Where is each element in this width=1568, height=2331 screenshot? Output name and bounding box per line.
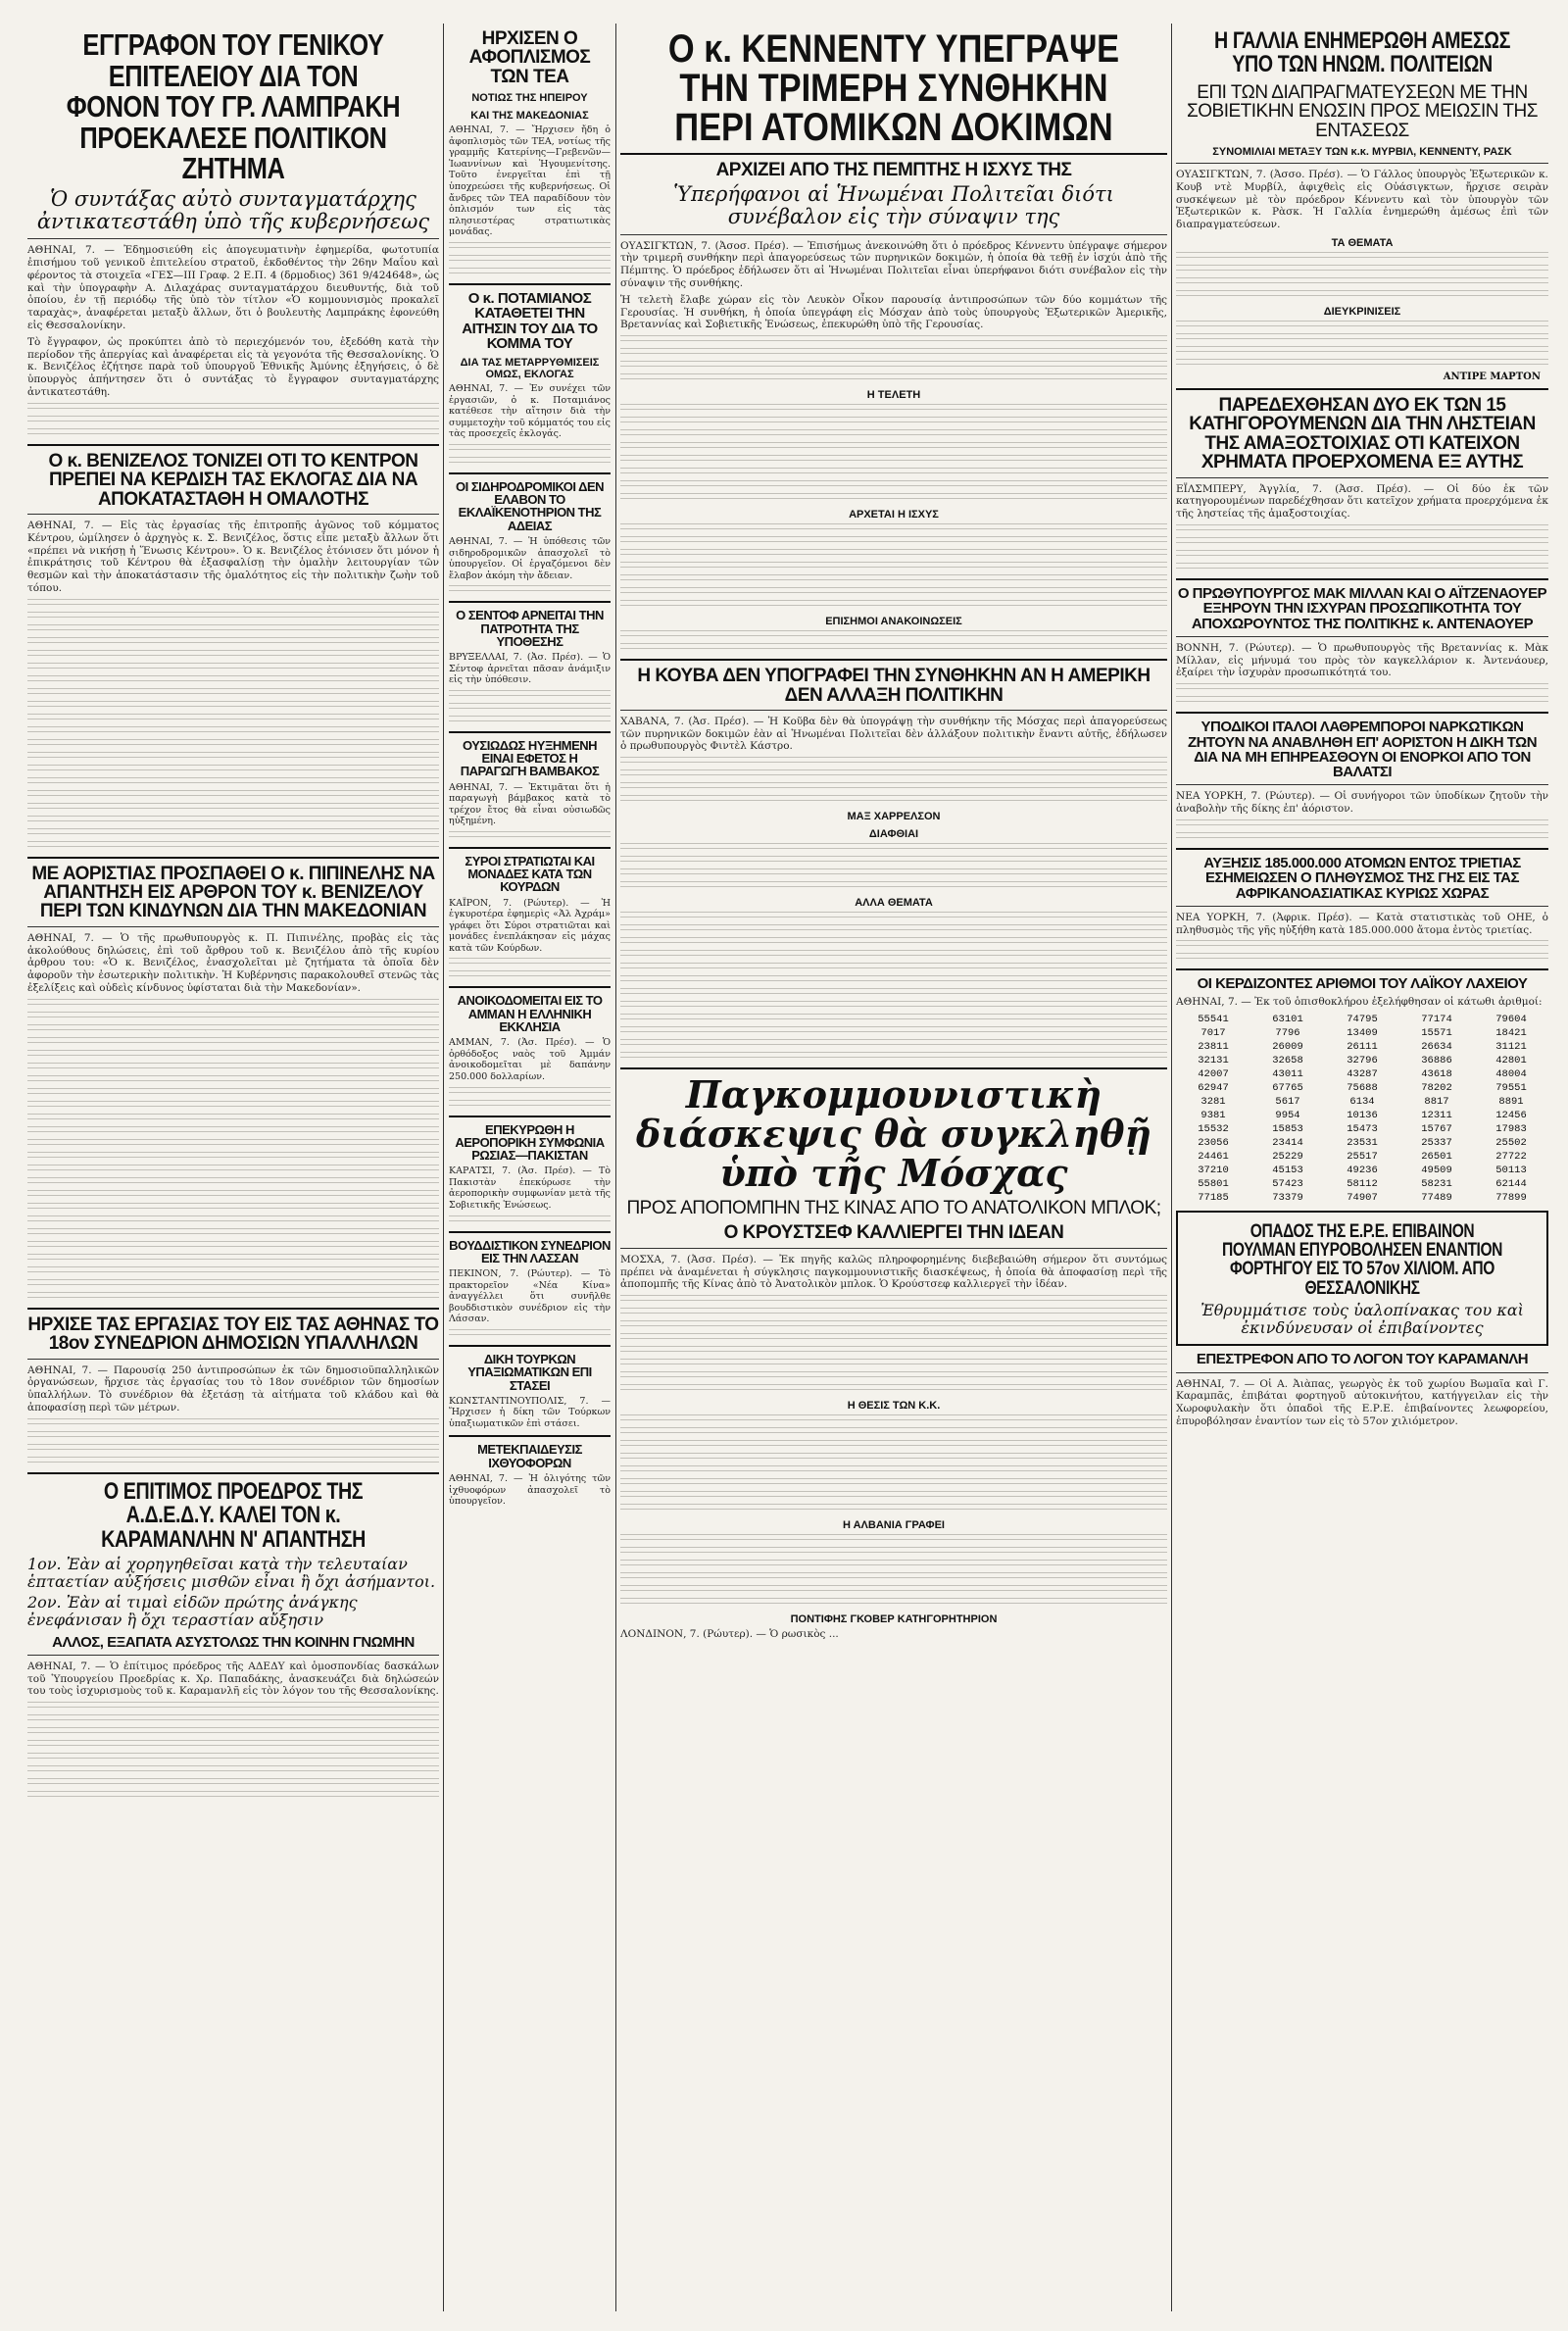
lottery-number: 32796 (1347, 1054, 1378, 1066)
article-headline: ΠΑΡΕΔΕΧΘΗΣΑΝ ΔΥΟ ΕΚ ΤΩΝ 15 ΚΑΤΗΓΟΡΟΥΜΕΝΩΝ ΔΙΑ ΤΗΝ ΛΗΣΤΕΙΑΝ ΤΗΣ ΑΜΑΞΟΣΤΟΙΧΙΑΣ ΟΤΙ ΚΑΤΕΙΧΟΝ ΧΡΗΜΑΤΑ ΠΡΟΕΡΧΟΜΕΝΑ ΕΞ ΑΥΤΗΣ (1189, 395, 1536, 473)
lottery-number: 15853 (1272, 1122, 1303, 1135)
lottery-number: 62947 (1198, 1081, 1229, 1094)
table-row (1176, 1136, 1548, 1150)
table-row (1176, 1054, 1548, 1067)
article-subheadline: Ὁ συντάξας αὐτὸ συνταγματάρχης ἀντικατεστάθη ὑπὸ τῆς κυβερνήσεως (36, 187, 430, 234)
article-headline: ΥΠΟΔΙΚΟΙ ΙΤΑΛΟΙ ΛΑΘΡΕΜΠΟΡΟΙ ΝΑΡΚΩΤΙΚΩΝ ΖΗΤΟΥΝ ΝΑ ΑΝΑΒΛΗΘΗ ΕΠ' ΑΟΡΙΣΤΟΝ Η ΔΙΚΗ ΤΩΝ ΔΙΑ ΝΑ ΜΗ ΕΠΗΡΕΑΣΘΟΥΝ ΟΙ ΕΝΟΡΚΟΙ ΑΠΟ ΤΟΝ ΒΑΛΑΤΣΙ (1187, 719, 1538, 781)
article-body: ΑΘΗΝΑΙ, 7. — Παρουσίᾳ 250 ἀντιπροσώπων ἐκ τῶν δημοσιοϋπαλληλικῶν ὀργανώσεων, ἤρχισε τὰς ἐργασίας του τὸ 18ον συνέδριον τῶν δημοσίων ὑπαλλήλων. Τὸ συνέδριον θὰ ἐξετάσῃ τὰ αἰτήματα τοῦ κλάδου καὶ θὰ ἀποφασίσῃ περὶ τῶν μέτρων. (27, 1364, 439, 1413)
lottery-number: 15532 (1198, 1122, 1229, 1135)
article-body: ΕΪΛΣΜΠΕΡΥ, Ἀγγλία, 7. (Ἀσσ. Πρέσ). — Οἱ δύο ἐκ τῶν κατηγορουμένων παρεδέχθησαν ὅτι κατεῖχον χρήματα προερχόμενα ἐκ τῆς ληστείας τῆς ἀμαξοστοιχίας. (1176, 482, 1548, 521)
article-body: ΑΘΗΝΑΙ, 7. — Ὁ ἐπίτιμος πρόεδρος τῆς ΑΔΕΔΥ καὶ ὁμοσπονδίας δασκάλων τοῦ Ὑπουργείου Προεδρίας κ. Χρ. Παπαδάκης, ἀνασκευάζει διὰ δηλώσεών του τοὺς ἰσχυρισμοὺς τοῦ κ. Καραμανλῆ εἰς τὸν λόγον του τῆς Θεσσαλονίκης. (27, 1660, 439, 1698)
lottery-number: 26111 (1347, 1040, 1378, 1053)
table-row (1176, 1067, 1548, 1081)
article-subheadline: ΑΡΧΙΖΕΙ ΑΠΟ ΤΗΣ ΠΕΜΠΤΗΣ Η ΙΣΧΥΣ ΤΗΣ (715, 160, 1072, 180)
article-subheadline: Ἐθρυμμάτισε τοὺς ὑαλοπίνακας του καὶ ἐκινδύνευσαν οἱ ἐπιβαίνοντες (1200, 1301, 1524, 1337)
article-headline: ΟΠΑΔΟΣ ΤΗΣ Ε.Ρ.Ε. ΕΠΙΒΑΙΝΟΝ ΠΟΥΛΜΑΝ ΕΠΥΡΟΒΟΛΗΣΕΝ ΕΝΑΝΤΙΟΝ ΦΟΡΤΗΓΟΥ ΕΙΣ ΤΟ 57ον ΧΙΛΙΟΜ. ΑΠΟ ΘΕΣΣΑΛΟΝΙΚΗΣ (1221, 1220, 1503, 1299)
article-headline: ΜΕ ΑΟΡΙΣΤΙΑΣ ΠΡΟΣΠΑΘΕΙ Ο κ. ΠΙΠΙΝΕΛΗΣ ΝΑ ΑΠΑΝΤΗΣΗ ΕΙΣ ΑΡΘΡΟΝ ΤΟΥ κ. ΒΕΝΙΖΕΛΟΥ ΠΕΡΙ ΤΩΝ ΚΙΝΔΥΝΩΝ ΔΙΑ ΤΗΝ ΜΑΚΕΔΟΝΙΑΝ (31, 863, 435, 922)
lottery-number: 32658 (1272, 1054, 1303, 1066)
table-row (1176, 1081, 1548, 1095)
article-tagline: ΑΛΛΟΣ, ΕΞΑΠΑΤΑ ΑΣΥΣΤΟΛΩΣ ΤΗΝ ΚΟΙΝΗΝ ΓΝΩΜΗΝ (52, 1633, 415, 1651)
article-body: ΑΘΗΝΑΙ, 7. — Ἤρχισεν ἤδη ὁ ἀφοπλισμὸς τῶν ΤΕΑ, νοτίως τῆς γραμμῆς Κατερίνης—Γρεβενῶν—Ἰωαννίνων καὶ Ἡγουμενίτσης. Τοῦτο ἐνεργεῖται ἐπὶ τῇ ὑποχρεώσει τῆς κυβερνήσεως. Οἱ ἄνδρες τῶν ΤΕΑ παραδίδουν τὸν ὁπλισμόν των εἰς τὰς πλησιεστέρας στρατιωτικὰς μονάδας. (449, 124, 611, 238)
article-headline: Η ΚΟΥΒΑ ΔΕΝ ΥΠΟΓΡΑΦΕΙ ΤΗΝ ΣΥΝΘΗΚΗΝ ΑΝ Η ΑΜΕΡΙΚΗ ΔΕΝ ΑΛΛΑΞΗ ΠΟΛΙΤΙΚΗΝ (637, 666, 1151, 706)
table-row (1176, 1040, 1548, 1054)
lottery-number: 73379 (1272, 1191, 1303, 1204)
table-row (1176, 1122, 1548, 1136)
lottery-number: 43011 (1272, 1067, 1303, 1080)
lottery-number: 79604 (1495, 1013, 1527, 1025)
article-headline: Ο κ. ΠΟΤΑΜΙΑΝΟΣ ΚΑΤΑΘΕΤΕΙ ΤΗΝ ΑΙΤΗΣΙΝ ΤΟΥ ΔΙΑ ΤΟ ΚΟΜΜΑ ΤΟΥ (462, 289, 598, 352)
article-headline: Ο ΣΕΝΤΟΦ ΑΡΝΕΙΤΑΙ ΤΗΝ ΠΑΤΡΟΤΗΤΑ ΤΗΣ ΥΠΟΘΕΣΗΣ (456, 608, 604, 649)
lottery-number: 43618 (1421, 1067, 1452, 1080)
article-body: ΒΟΝΝΗ, 7. (Ρώυτερ). — Ὁ πρωθυπουργὸς τῆς Βρεταννίας κ. Μὰκ Μίλλαν, εἰς μήνυμά του πρὸς τὸν καγκελλάριον κ. Ἀντενάουερ, ἐξαίρει τὴν ἰσχυρὰν προσωπικότητά του. (1176, 641, 1548, 679)
lottery-number: 23056 (1198, 1136, 1229, 1149)
lottery-number: 12456 (1495, 1109, 1527, 1121)
article-headline: Παγκομμουνιστικὴ διάσκεψις θὰ συγκληθῇ ὑπὸ τῆς Μόσχας (635, 1072, 1152, 1196)
article-headline: ΗΡΧΙΣΕΝ Ο ΑΦΟΠΛΙΣΜΟΣ ΤΩΝ ΤΕΑ (468, 28, 591, 87)
section-heading: ΔΙΑΦΘΙΑΙ (868, 828, 919, 841)
table-row (1176, 1026, 1548, 1040)
lottery-number: 36886 (1421, 1054, 1452, 1066)
article-body: Τὸ ἔγγραφον, ὡς προκύπτει ἀπὸ τὸ περιεχόμενόν του, ἐξεδόθη κατὰ τὴν περίοδον τῆς ἀπεργίας καὶ ἀναφέρεται εἰς τὰ γεγονότα τῆς Θεσσαλονίκης. Ὁ κ. Βενιζέλος ἐζήτησε παρὰ τοῦ ὑπουργοῦ Ἐθνικῆς Ἀμύνης ἐξηγήσεις, ὁ δὲ ὑπουργὸς ἀπήντησεν ὅτι ὁ συντάξας τὸ ἔγγραφον συνταγματάρχης ἀντικατεστάθη. (27, 335, 439, 398)
lottery-number: 25517 (1347, 1150, 1378, 1163)
article-body: ΛΟΝΔΙΝΟΝ, 7. (Ρώυτερ). — Ὁ ρωσικὸς ... (620, 1628, 839, 1641)
article-subheadline: ΔΙΑ ΤΑΣ ΜΕΤΑΡΡΥΘΜΙΣΕΙΣ ΟΜΩΣ, ΕΚΛΟΓΑΣ (460, 357, 600, 381)
byline: ΑΝΤΙΡΕ ΜΑΡΤΟΝ (1443, 372, 1541, 383)
article-subheadline: ΠΡΟΣ ΑΠΟΠΟΜΠΗΝ ΤΗΣ ΚΙΝΑΣ ΑΠΟ ΤΟ ΑΝΑΤΟΛΙΚΟΝ ΜΠΛΟΚ; (626, 1197, 1161, 1218)
lottery-number: 43287 (1347, 1067, 1378, 1080)
boxed-article (1176, 1211, 1548, 1347)
lottery-number: 13409 (1347, 1026, 1378, 1039)
lottery-number: 48004 (1495, 1067, 1527, 1080)
article-subheadline: Ὑπερήφανοι αἱ Ἡνωμέναι Πολιτεῖαι διότι συνέβαλον εἰς τὴν σύναψιν της (673, 182, 1114, 229)
article-subheadline: ΣΥΝΟΜΙΛΙΑΙ ΜΕΤΑΞΥ ΤΩΝ κ.κ. ΜΥΡΒΙΛ, ΚΕΝΝΕΝΤΥ, ΡΑΣΚ (1212, 146, 1512, 159)
lottery-number: 27722 (1495, 1150, 1527, 1163)
lottery-number: 67765 (1272, 1081, 1303, 1094)
article-body: ΝΕΑ ΥΟΡΚΗ, 7. (Ρώυτερ). — Οἱ συνήγοροι τῶν ὑποδίκων ζητοῦν τὴν ἀναβολὴν τῆς δίκης ἐπ' ἀόριστον. (1176, 790, 1548, 816)
lottery-number: 23414 (1272, 1136, 1303, 1149)
article-headline: ΒΟΥΔΔΙΣΤΙΚΟΝ ΣΥΝΕΔΡΙΟΝ ΕΙΣ ΤΗΝ ΛΑΣΣΑΝ (449, 1237, 611, 1265)
lottery-number: 12311 (1421, 1109, 1452, 1121)
lottery-number: 49236 (1347, 1164, 1378, 1176)
article-subheadline: ΝΟΤΙΩΣ ΤΗΣ ΗΠΕΙΡΟΥ (471, 92, 588, 105)
article-body: ΑΘΗΝΑΙ, 7. — Οἱ Α. Ἀιὰπας, γεωργὸς ἐκ τοῦ χωρίου Βωμαῖα καὶ Γ. Καραμπᾶς, ἐπιβάται φορτηγοῦ αὐτοκινήτου, κατήγγειλαν εἰς τὴν Χωροφυλακὴν ὅτι ὀπαδοὶ τῆς Ε.Ρ.Ε. ἐπιβαίνοντες λεωφορείου, ἐπυροβόλησαν ἐναντίον των εἰς τὸ 57ον χιλιόμετρον. (1176, 1377, 1548, 1427)
lottery-number: 9381 (1200, 1109, 1226, 1121)
lottery-number: 9954 (1275, 1109, 1300, 1121)
lottery-number: 23811 (1198, 1040, 1229, 1053)
lottery-number: 26501 (1421, 1150, 1452, 1163)
lottery-number: 58112 (1347, 1177, 1378, 1190)
table-row (1176, 1177, 1548, 1191)
article-body: ΟΥΑΣΙΓΚΤΩΝ, 7. (Ἀσσο. Πρέσ). — Ὁ Γάλλος ὑπουργὸς Ἐξωτερικῶν κ. Κουβ ντὲ Μυρβίλ, ἀφιχθεὶς εἰς Οὐάσιγκτων, ἤρχισε σειρὰν συσκέψεων μὲ τὸν πρόεδρον Κέννεντυ καὶ τὸν ὑπουργὸν τῶν Ἐξωτερικῶν κ. Ρὰσκ. Ἡ Γαλλία ἐνημερώθη ἀμέσως ἐπὶ τῶν διαπραγματεύσεων. (1176, 169, 1548, 231)
article-headline: ΕΓΓΡΑΦΟΝ ΤΟΥ ΓΕΝΙΚΟΥ ΕΠΙΤΕΛΕΙΟΥ ΔΙΑ ΤΟΝ ΦΟΝΟΝ ΤΟΥ ΓΡ. ΛΑΜΠΡΑΚΗ ΠΡΟΕΚΑΛΕΣΕ ΠΟΛΙΤΙΚΟΝ ΖΗΤΗΜΑ (66, 27, 401, 186)
article-body: ΑΘΗΝΑΙ, 7. — Ἐκτιμᾶται ὅτι ἡ παραγωγὴ βάμβακος κατὰ τὸ τρέχον ἔτος θὰ εἶναι οὐσιωδῶς ηὐξημένη. (449, 781, 611, 827)
lottery-number: 15767 (1421, 1122, 1452, 1135)
lottery-number: 42801 (1495, 1054, 1527, 1066)
lottery-number: 77899 (1495, 1191, 1527, 1204)
lottery-number: 6134 (1349, 1095, 1375, 1108)
article-headline: ΟΙ ΣΙΔΗΡΟΔΡΟΜΙΚΟΙ ΔΕΝ ΕΛΑΒΟΝ ΤΟ ΕΚΛΑΪΚΕΝΟΤΗΡΙΟΝ ΤΗΣ ΑΔΕΙΑΣ (455, 478, 605, 533)
lottery-number: 74795 (1347, 1013, 1378, 1025)
lottery-number: 26009 (1272, 1040, 1303, 1053)
article-body: ΑΘΗΝΑΙ, 7. — Ἡ ὑπόθεσις τῶν σιδηροδρομικῶν ἀπασχολεῖ τὸ ὑπουργεῖον. Οἱ ἐργαζόμενοι δὲν ἔλαβον ἀκόμη τὴν ἄδειαν. (449, 535, 611, 581)
article-body: Ἡ τελετὴ ἔλαβε χώραν εἰς τὸν Λευκὸν Οἶκον παρουσίᾳ ἀντιπροσώπων τῶν δύο κομμάτων τῆς Γερουσίας. Ἡ συνθήκη, ἡ ὁποία ὑπεγράφη εἰς Μόσχαν ἀπὸ τοὺς ὑπουργοὺς Ἐξωτερικῶν Ἀμερικῆς, Βρεταννίας καὶ Σοβιετικῆς Ἑνώσεως, ἐπεκυρώθη ὑπὸ τῆς Γερουσίας. (620, 293, 1167, 331)
table-row (1176, 1013, 1548, 1026)
lottery-number: 74907 (1347, 1191, 1378, 1204)
article-subheadline: ΕΠΙ ΤΩΝ ΔΙΑΠΡΑΓΜΑΤΕΥΣΕΩΝ ΜΕ ΤΗΝ ΣΟΒΙΕΤΙΚΗΝ ΕΝΩΣΙΝ ΠΡΟΣ ΜΕΙΩΣΙΝ ΤΗΣ ΕΝΤΑΣΕΩΣ (1187, 81, 1538, 141)
article-body: ΑΘΗΝΑΙ, 7. — Ἐκ τοῦ ὁπισθοκλήρου ἐξελήφθησαν οἱ κάτωθι ἀριθμοί: (1176, 995, 1543, 1008)
lottery-number: 7017 (1200, 1026, 1226, 1039)
lottery-number: 25337 (1421, 1136, 1452, 1149)
lottery-number: 10136 (1347, 1109, 1378, 1121)
article-body: ΧΑΒΑΝΑ, 7. (Ἀσ. Πρέσ). — Ἡ Κοῦβα δὲν θὰ ὑπογράψῃ τὴν συνθήκην τῆς Μόσχας περὶ ἀπαγορεύσεως τῶν πυρηνικῶν δοκιμῶν ἐὰν αἱ Ἡνωμέναι Πολιτεῖαι δὲν ἀλλάξουν πολιτικὴν ἔναντι αὐτῆς, ἐδήλωσεν ὁ πρωθυπουργὸς Φιντὲλ Κάστρο. (620, 715, 1167, 753)
lottery-number: 78202 (1421, 1081, 1452, 1094)
lottery-number: 25502 (1495, 1136, 1527, 1149)
section-heading: ΔΙΕΥΚΡΙΝΙΣΕΙΣ (1323, 306, 1401, 319)
article-headline: Η ΓΑΛΛΙΑ ΕΝΗΜΕΡΩΘΗ ΑΜΕΣΩΣ ΥΠΟ ΤΩΝ ΗΝΩΜ. ΠΟΛΙΤΕΙΩΝ (1213, 27, 1511, 78)
table-row (1176, 1095, 1548, 1109)
article-body: ΚΑΪΡΟΝ, 7. (Ρώυτερ). — Ἡ ἐγκυροτέρα ἐφημερὶς «Ἀλ Ἀχράμ» γράφει ὅτι Σύροι στρατιῶται καὶ μονάδες ἐνεπλάκησαν εἰς μάχας κατὰ τῶν Κούρδων. (449, 897, 611, 954)
lottery-number: 75688 (1347, 1081, 1378, 1094)
table-row (1176, 1164, 1548, 1177)
lottery-number: 45153 (1272, 1164, 1303, 1176)
article-headline: ΟΙ ΚΕΡΔΙΖΟΝΤΕΣ ΑΡΙΘΜΟΙ ΤΟΥ ΛΑΪΚΟΥ ΛΑΧΕΙΟΥ (1197, 975, 1528, 993)
article-subheadline: 2ον. Ἐὰν αἱ τιμαὶ εἰδῶν πρώτης ἀνάγκης ἐνεφάνισαν ἢ ὄχι τεραστίαν αὔξησιν (27, 1593, 358, 1629)
lottery-number: 7796 (1275, 1026, 1300, 1039)
article-body: ΟΥΑΣΙΓΚΤΩΝ, 7. (Ἀσοσ. Πρέσ). — Ἐπισήμως ἀνεκοινώθη ὅτι ὁ πρόεδρος Κέννεντυ ὑπέγραψε σήμερον τὴν τριμερῆ συνθήκην περὶ ἀπαγορεύσεως τῶν πυρηνικῶν δοκιμῶν, ἡ ὁποία θὰ τεθῇ ἐν ἰσχύι ἀπὸ τῆς Πέμπτης. Ὁ πρόεδρος ἐδήλωσεν ὅτι αἱ Ἡνωμέναι Πολιτεῖαι εἶναι ὑπερήφανοι διότι συνέβαλον εἰς τὴν σύναψιν τῆς συνθήκης. (620, 239, 1167, 289)
lottery-number: 15571 (1421, 1026, 1452, 1039)
lottery-number: 26634 (1421, 1040, 1452, 1053)
column-rule (1171, 24, 1172, 2311)
article-headline: ΜΕΤΕΚΠΑΙΔΕΥΣΙΣ ΙΧΘΥΟΦΟΡΩΝ (477, 1442, 582, 1470)
article-body: ΒΡΥΞΕΛΛΑΙ, 7. (Ἀσ. Πρέσ). — Ὁ Σέντοφ ἀρνεῖται πᾶσαν ἀνάμιξιν εἰς τὴν ὑπόθεσιν. (449, 652, 611, 686)
lottery-number: 37210 (1198, 1164, 1229, 1176)
section-heading: ΕΠΙΣΗΜΟΙ ΑΝΑΚΟΙΝΩΣΕΙΣ (825, 616, 962, 628)
article-body: ΑΜΜΑΝ, 7. (Ἀσ. Πρέσ). — Ὁ ὀρθόδοξος ναὸς τοῦ Ἀμμάν ἀνοικοδομεῖται μὲ δαπάνην 250.000 δολλαρίων. (449, 1037, 611, 1082)
article-body: ΑΘΗΝΑΙ, 7. — Ἐδημοσιεύθη εἰς ἀπογευματινὴν ἐφημερίδα, φωτοτυπία ἐπισήμου τοῦ γενικοῦ ἐπιτελείου στρατοῦ, ἐκδοθέντος τὴν 26ην Μαΐου καὶ φέροντος τὰ στοιχεῖα «ΓΕΣ—ΙΙΙ Γραφ. 2 Ε.Π. 4 (δρμοδιος) 361 9/424648», ὡς καὶ τὴν ὑπογραφὴν Α. Διλαχάρας συνταγματάρχου διευθυντής, διὰ τοῦ ὁποίου, ἐν τῇ περιόδῳ τῆς ὑπὸ τὸν τίτλον «Ὁ κομμουνισμὸς προκαλεῖ ταραχὰς», ἀναφέρεται μεταξὺ ἄλλων, ὅτι ὁ βουλευτὴς Λαμπράκης ἐφονεύθη εἰς Θεσσαλονίκην. (27, 244, 439, 332)
lottery-number: 8817 (1424, 1095, 1449, 1108)
lottery-number: 15473 (1347, 1122, 1378, 1135)
table-row (1176, 1191, 1548, 1205)
article-body: ΑΘΗΝΑΙ, 7. — Εἰς τὰς ἐργασίας τῆς ἐπιτροπῆς ἀγῶνος τοῦ κόμματος Κέντρου, ὡμίλησεν ὁ ἀρχηγὸς κ. Σ. Βενιζέλος, ὅστις εἶπε μεταξὺ ἄλλων ὅτι «πρέπει νὰ νικήσῃ ἡ Ἕνωσις Κέντρου». Ὁ κ. Βενιζέλος ἐτόνισεν ὅτι μόνον ἡ ἐπικράτησις τοῦ Κέντρου θὰ ἐξασφαλίσῃ τὴν ὁμαλὴν λειτουργίαν τῶν θεσμῶν καὶ τὴν ἀποκατάστασιν τῆς ὁμαλότητος εἰς τὴν πολιτικὴν ζωὴν τοῦ τόπου. (27, 519, 439, 594)
article-tagline: ΕΠΕΣΤΡΕΦΟΝ ΑΠΟ ΤΟ ΛΟΓΟΝ ΤΟΥ ΚΑΡΑΜΑΝΛΗ (1196, 1351, 1529, 1368)
section-heading: Η ΑΛΒΑΝΙΑ ΓΡΑΦΕΙ (843, 1519, 945, 1532)
section-heading: ΜΑΞ ΧΑΡΡΕΛΣΟΝ (847, 811, 941, 823)
article-body: ΜΟΣΧΑ, 7. (Ἀσσ. Πρέσ). — Ἐκ πηγῆς καλῶς πληροφορημένης διεβεβαιώθη σήμερον ὅτι συντόμως πρέπει νὰ ἀναμένεται ἡ σύγκλησις παγκομμουνιστικῆς διασκέψεως, ἡ ὁποία θὰ ἀποφασίσῃ περὶ τῆς ἀποπομπῆς τῆς Κίνας ἀπὸ τὸ Ἀνατολικὸν μπλοκ. Ὁ Κρούστσεφ καλλιεργεῖ τὴν ἰδέαν. (620, 1253, 1167, 1291)
lottery-number: 62144 (1495, 1177, 1527, 1190)
article-subheadline: 1ον. Ἐὰν αἱ χορηγηθεῖσαι κατὰ τὴν τελευταίαν ἑπταετίαν αὐξήσεις μισθῶν εἶναι ἢ ὄχι ἀσήμαντοι. (27, 1555, 436, 1591)
article-body: ΚΑΡΑΤΣΙ, 7. (Ἀσ. Πρέσ). — Τὸ Πακιστὰν ἐπεκύρωσε τὴν ἀεροπορικὴν συμφωνίαν μετὰ τῆς Σοβιετικῆς Ἑνώσεως. (449, 1166, 611, 1212)
section-heading: ΠΟΝΤΙΦΗΣ ΓΚΟΒΕΡ ΚΑΤΗΓΟΡΗΤΗΡΙΟΝ (790, 1613, 998, 1626)
article-body: ΑΘΗΝΑΙ, 7. — Ὁ τῆς πρωθυπουργὸς κ. Π. Πιπινέλης, προβὰς εἰς τὰς ἀκολούθους δηλώσεις, ἐπὶ τοῦ ἄρθρου τοῦ κ. Βενιζέλου ἀπὸ τῆς κυρίου ἀρθρου του: «Ὁ κ. Βενιζέλος, ἐνασχολεῖται μὲ ζητήματα τὰ ὁποῖα δὲν ἀφοροῦν τὴν ἐσωτερικὴν πολιτικὴν. Ἡ Κυβέρνησις παρακολουθεῖ στενῶς τὰς ἐξελίξεις καὶ οὐδεὶς κίνδυνος ὑφίσταται διὰ τὴν Μακεδονίαν». (27, 931, 439, 995)
section-heading: Η ΤΕΛΕΤΗ (866, 389, 921, 402)
article-headline: ΔΙΚΗ ΤΟΥΡΚΩΝ ΥΠΑΞΙΩΜΑΤΙΚΩΝ ΕΠΙ ΣΤΑΣΕΙ (467, 1352, 592, 1393)
lottery-number: 77489 (1421, 1191, 1452, 1204)
lottery-number: 55541 (1198, 1013, 1229, 1025)
article-headline: ΣΥΡΟΙ ΣΤΡΑΤΙΩΤΑΙ ΚΑΙ ΜΟΝΑΔΕΣ ΚΑΤΑ ΤΩΝ ΚΟΥΡΔΩΝ (465, 853, 595, 895)
lottery-number: 5617 (1275, 1095, 1300, 1108)
article-body: ΚΩΝΣΤΑΝΤΙΝΟΥΠΟΛΙΣ, 7. — Ἤρχισεν ἡ δίκη τῶν Τούρκων ὑπαξιωματικῶν ἐπὶ στάσει. (449, 1395, 611, 1429)
lead-headline: Ο κ. ΚΕΝΝΕΝΤΥ ΥΠΕΓΡΑΨΕ ΤΗΝ ΤΡΙΜΕΡΗ ΣΥΝΘΗΚΗΝ ΠΕΡΙ ΑΤΟΜΙΚΩΝ ΔΟΚΙΜΩΝ (667, 27, 1120, 149)
column-4 (1176, 24, 1548, 1432)
lottery-number: 77174 (1421, 1013, 1452, 1025)
article-body: ΑΘΗΝΑΙ, 7. — Ἐν συνέχει τῶν ἐργασιῶν, ὁ κ. Ποταμιάνος κατέθεσε τὴν αἴτησιν διὰ τὴν συμμετοχὴν τοῦ κόμματός του εἰς τὰς προσεχεῖς ἐκλογάς. (449, 383, 611, 440)
article-headline: Ο ΕΠΙΤΙΜΟΣ ΠΡΟΕΔΡΟΣ ΤΗΣ Α.Δ.Ε.Δ.Υ. ΚΑΛΕΙ ΤΟΝ κ. ΚΑΡΑΜΑΝΛΗΝ Ν' ΑΠΑΝΤΗΣΗ (101, 1477, 366, 1553)
table-row (1176, 1150, 1548, 1164)
lottery-number: 32131 (1198, 1054, 1229, 1066)
article-headline: ΑΥΞΗΣΙΣ 185.000.000 ΑΤΟΜΩΝ ΕΝΤΟΣ ΤΡΙΕΤΙΑΣ ΕΣΗΜΕΙΩΣΕΝ Ο ΠΛΗΘΥΣΜΟΣ ΤΗΣ ΓΗΣ ΕΙΣ ΤΑΣ ΑΦΡΙΚΑΝΟΑΣΙΑΤΙΚΑΣ ΚΥΡΙΩΣ ΧΩΡΑΣ (1203, 855, 1521, 902)
article-headline: ΕΠΕΚΥΡΩΘΗ Η ΑΕΡΟΠΟΡΙΚΗ ΣΥΜΦΩΝΙΑ ΡΩΣΙΑΣ—ΠΑΚΙΣΤΑΝ (455, 1121, 605, 1164)
article-headline: Ο κ. ΒΕΝΙΖΕΛΟΣ ΤΟΝΙΖΕΙ ΟΤΙ ΤΟ ΚΕΝΤΡΟΝ ΠΡΕΠΕΙ ΝΑ ΚΕΡΔΙΣΗ ΤΑΣ ΕΚΛΟΓΑΣ ΔΙΑ ΝΑ ΑΠΟΚΑΤΑΣΤΑΘΗ Η ΟΜΑΛΟΤΗΣ (48, 450, 418, 510)
lottery-number: 24461 (1198, 1150, 1229, 1163)
lottery-number: 42007 (1198, 1067, 1229, 1080)
lottery-number: 77185 (1198, 1191, 1229, 1204)
section-heading: Η ΘΕΣΙΣ ΤΩΝ Κ.Κ. (847, 1400, 941, 1413)
column-rule (443, 24, 444, 2311)
article-body: ΑΘΗΝΑΙ, 7. — Ἡ ὀλιγότης τῶν ἰχθυοφόρων ἀπασχολεῖ τὸ ὑπουργεῖον. (449, 1472, 611, 1508)
lottery-number: 31121 (1495, 1040, 1527, 1053)
lottery-number: 55801 (1198, 1177, 1229, 1190)
column-rule (615, 24, 616, 2311)
lottery-number: 58231 (1421, 1177, 1452, 1190)
lottery-number: 63101 (1272, 1013, 1303, 1025)
article-subheadline: ΚΑΙ ΤΗΣ ΜΑΚΕΔΟΝΙΑΣ (470, 110, 589, 123)
lottery-number: 18421 (1495, 1026, 1527, 1039)
lottery-number: 8891 (1498, 1095, 1524, 1108)
lottery-number: 79551 (1495, 1081, 1527, 1094)
lottery-number: 49509 (1421, 1164, 1452, 1176)
article-body: ΝΕΑ ΥΟΡΚΗ, 7. (Ἀφρικ. Πρέσ). — Κατὰ στατιστικὰς τοῦ ΟΗΕ, ὁ πληθυσμὸς τῆς γῆς ηὐξήθη κατὰ 185.000.000 ἄτομα ἐντὸς τριετίας. (1176, 911, 1548, 936)
lottery-number: 17983 (1495, 1122, 1527, 1135)
column-3 (620, 24, 1167, 1645)
article-subheadline: Ο ΚΡΟΥΣΤΣΕΦ ΚΑΛΛΙΕΡΓΕΙ ΤΗΝ ΙΔΕΑΝ (723, 1222, 1064, 1244)
table-row (1176, 1109, 1548, 1122)
column-2 (449, 24, 611, 1512)
lottery-number: 3281 (1200, 1095, 1226, 1108)
article-headline: ΗΡΧΙΣΕ ΤΑΣ ΕΡΓΑΣΙΑΣ ΤΟΥ ΕΙΣ ΤΑΣ ΑΘΗΝΑΣ ΤΟ 18ον ΣΥΝΕΔΡΙΟΝ ΔΗΜΟΣΙΩΝ ΥΠΑΛΛΗΛΩΝ (27, 1314, 439, 1355)
article-headline: ΑΝΟΙΚΟΔΟΜΕΙΤΑΙ ΕΙΣ ΤΟ ΑΜΜΑΝ Η ΕΛΛΗΝΙΚΗ ΕΚΚΛΗΣΙΑ (457, 993, 603, 1034)
column-1 (27, 24, 439, 1804)
lottery-number: 23531 (1347, 1136, 1378, 1149)
lottery-numbers-table (1176, 1013, 1548, 1205)
lottery-number: 25229 (1272, 1150, 1303, 1163)
section-heading: ΤΑ ΘΕΜΑΤΑ (1331, 237, 1394, 250)
lottery-number: 50113 (1495, 1164, 1527, 1176)
section-heading: ΑΛΛΑ ΘΕΜΑΤΑ (855, 897, 933, 910)
section-heading: ΑΡΧΕΤΑΙ Η ΙΣΧΥΣ (849, 509, 939, 521)
article-body: ΠΕΚΙΝΟΝ, 7. (Ρώυτερ). — Τὸ πρακτορεῖον «Νέα Κίνα» ἀναγγέλλει ὅτι συνῆλθε βουδδιστικὸν συνέδριον εἰς τὴν Λάσσαν. (449, 1268, 611, 1325)
lottery-number: 57423 (1272, 1177, 1303, 1190)
article-headline: Ο ΠΡΩΘΥΠΟΥΡΓΟΣ ΜΑΚ ΜΙΛΛΑΝ ΚΑΙ Ο ΑΪΤΖΕΝΑΟΥΕΡ ΕΞΗΡΟΥΝ ΤΗΝ ΙΣΧΥΡΑΝ ΠΡΟΣΩΠΙΚΟΤΗΤΑ ΤΟΥ ΑΠΟΧΩΡΟΥΝΤΟΣ ΤΗΣ ΠΟΛΙΤΙΚΗΣ κ. ΑΝΤΕΝΑΟΥΕΡ (1177, 584, 1547, 632)
article-headline: ΟΥΣΙΩΔΩΣ ΗΥΞΗΜΕΝΗ ΕΙΝΑΙ ΕΦΕΤΟΣ Η ΠΑΡΑΓΩΓΗ ΒΑΜΒΑΚΟΣ (460, 737, 600, 779)
